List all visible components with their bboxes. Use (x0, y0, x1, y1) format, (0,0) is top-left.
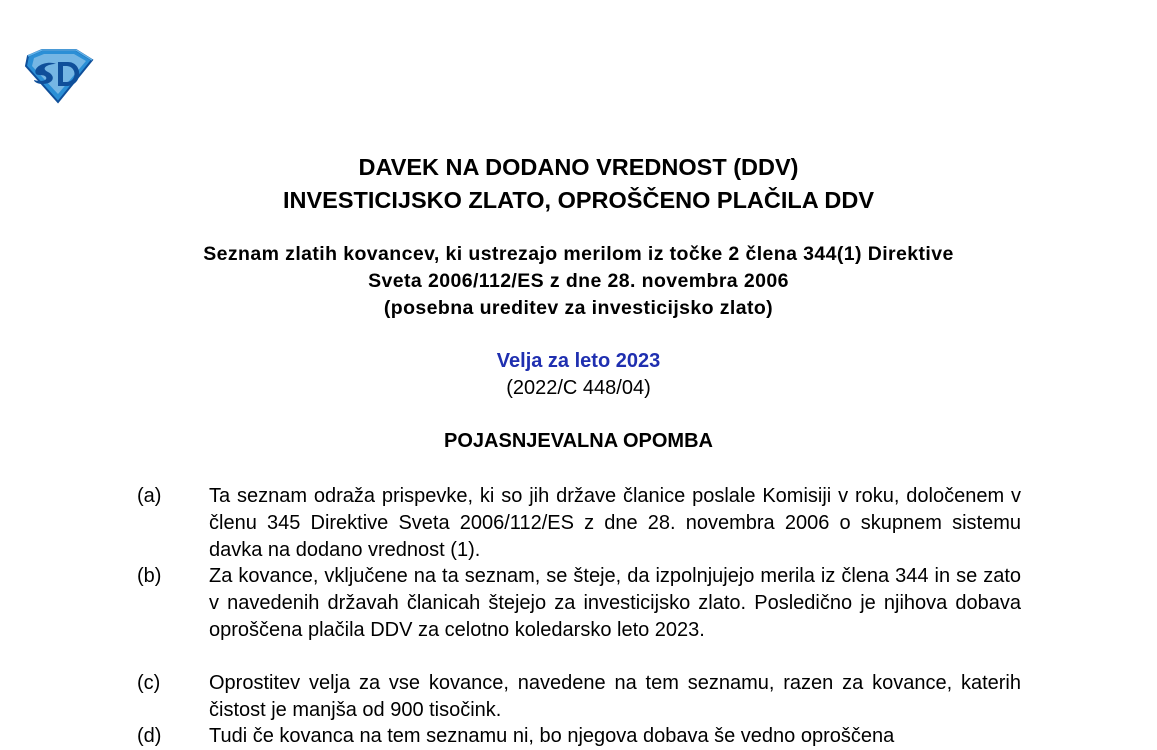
subtitle-line-1: Seznam zlatih kovancev, ki ustrezajo merilom iz točke 2 člena 344(1) Direktive (203, 243, 954, 265)
note-text: Za kovance, vključene na ta seznam, se šteje, da izpolnjujejo merila iz člena 344 in se zato v navedenih državah članicah štejejo za investicijsko zlato. Posledično je njihova dobava oproščena plačila DDV za celotno koledarsko leto 2023. (209, 565, 1021, 641)
reference-number: (2022/C 448/04) (506, 377, 651, 399)
note-item-a (137, 483, 1021, 563)
document-title-line-1: DAVEK NA DODANO VREDNOST (DDV) (358, 154, 799, 180)
section-heading: POJASNJEVALNA OPOMBA (444, 430, 713, 452)
sd-logo (22, 48, 96, 104)
subtitle-line-2: Sveta 2006/112/ES z dne 28. novembra 2006 (368, 270, 789, 292)
note-letter: (d) (137, 725, 162, 747)
sd-logo-icon (22, 48, 96, 104)
note-item-d (137, 723, 1021, 750)
subtitle-line-3: (posebna ureditev za investicijsko zlato) (383, 297, 774, 319)
note-item-c (137, 670, 1021, 724)
note-text: Ta seznam odraža prispevke, ki so jih države članice poslale Komisiji v roku, določenem v členu 345 Direktive Sveta 2006/112/ES z dne 28. novembra 2006 o skupnem sistemu davka na dodano vrednost (1). (209, 485, 1021, 561)
note-text: Tudi če kovanca na tem seznamu ni, bo njegova dobava še vedno oproščena (209, 725, 895, 747)
note-letter: (b) (137, 565, 162, 587)
note-text: Oprostitev velja za vse kovance, navedene na tem seznamu, razen za kovance, katerih čistost je manjša od 900 tisočink. (209, 672, 1021, 721)
note-item-b (137, 563, 1021, 643)
validity-year: Velja za leto 2023 (496, 350, 661, 372)
note-letter: (c) (137, 672, 161, 694)
document-title-line-2: INVESTICIJSKO ZLATO, OPROŠČENO PLAČILA DDV (282, 187, 875, 213)
note-letter: (a) (137, 485, 162, 507)
